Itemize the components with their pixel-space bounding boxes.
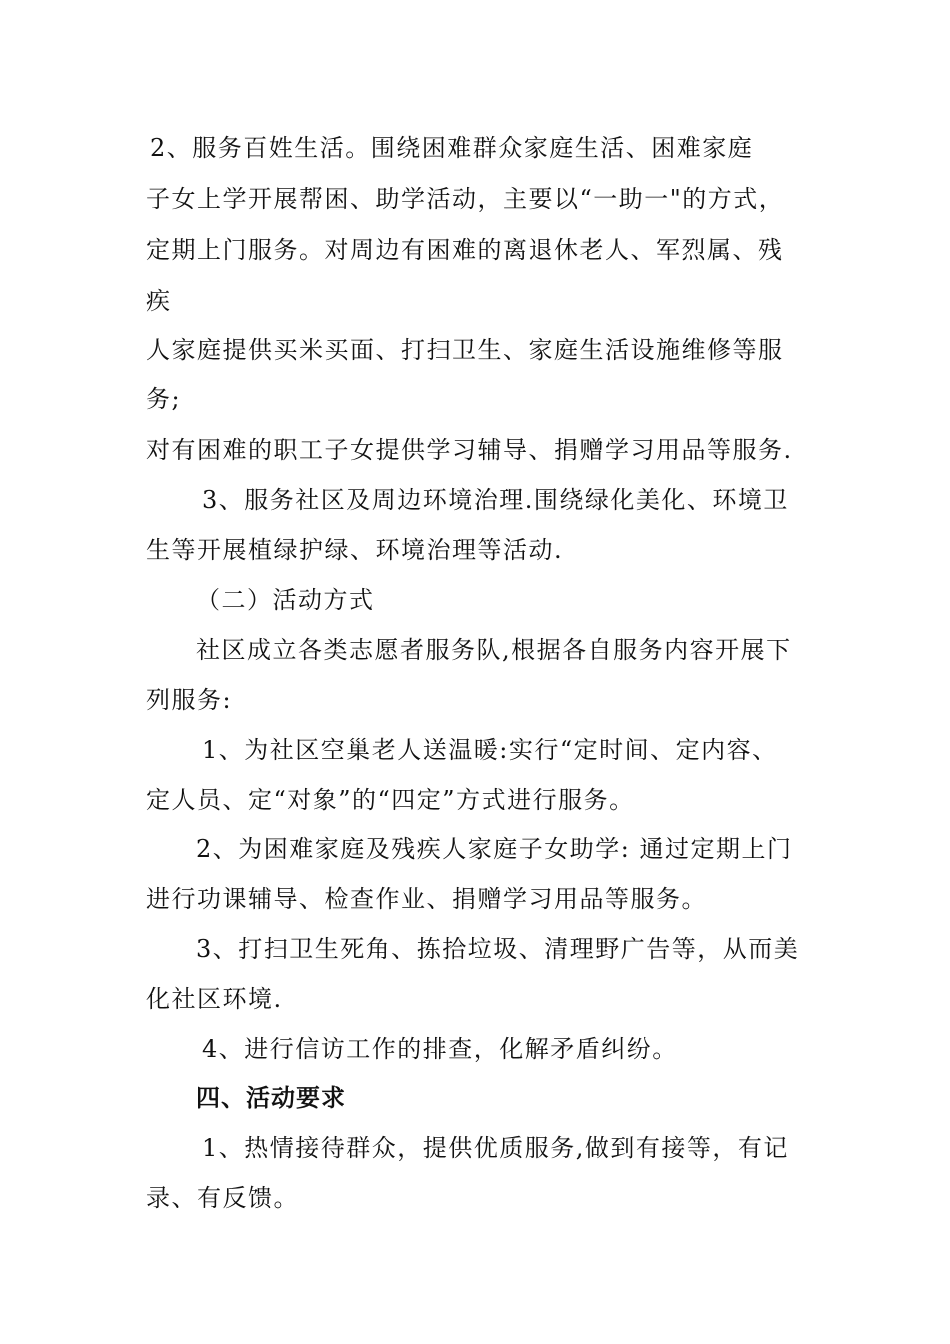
text-line-21: 1、热情接待群众，提供优质服务,做到有接等，有记 [202,1134,789,1162]
text-line-1: 2、服务百姓生活。围绕困难群众家庭生活、困难家庭 [150,134,754,162]
text-line-6: 务; [146,385,182,413]
text-line-14: 定人员、定“对象”的“四定”方式进行服务。 [146,786,635,814]
text-line-11: 社区成立各类志愿者服务队,根据各自服务内容开展下 [196,636,792,664]
text-line-9: 生等开展植绿护绿、环境治理等活动. [146,536,564,564]
text-line-3: 定期上门服务。对周边有困难的离退休老人、军烈属、残 [146,236,784,264]
text-line-12: 列服务: [146,686,233,714]
section-heading-activity-requirements: 四、活动要求 [196,1084,346,1112]
text-line-17: 3、打扫卫生死角、拣拾垃圾、清理野广告等，从而美 [196,935,800,963]
text-line-18: 化社区环境. [146,985,283,1013]
text-line-16: 进行功课辅导、检查作业、捐赠学习用品等服务。 [146,885,707,913]
text-line-19: 4、进行信访工作的排查，化解矛盾纠纷。 [202,1035,678,1063]
section-heading-activity-method: （二）活动方式 [196,586,375,614]
text-line-2: 子女上学开展帮困、助学活动，主要以“一助一"的方式， [146,185,785,213]
text-line-13: 1、为社区空巢老人送温暖:实行“定时间、定内容、 [202,736,778,764]
text-line-4: 疾 [146,287,172,315]
text-line-8: 3、服务社区及周边环境治理.围绕绿化美化、环境卫 [202,486,789,514]
text-line-5: 人家庭提供买米买面、打扫卫生、家庭生活设施维修等服 [146,336,784,364]
text-line-7: 对有困难的职工子女提供学习辅导、捐赠学习用品等服务. [146,436,793,464]
text-line-15: 2、为困难家庭及残疾人家庭子女助学: 通过定期上门 [196,835,793,863]
text-line-22: 录、有反馈。 [146,1184,299,1212]
